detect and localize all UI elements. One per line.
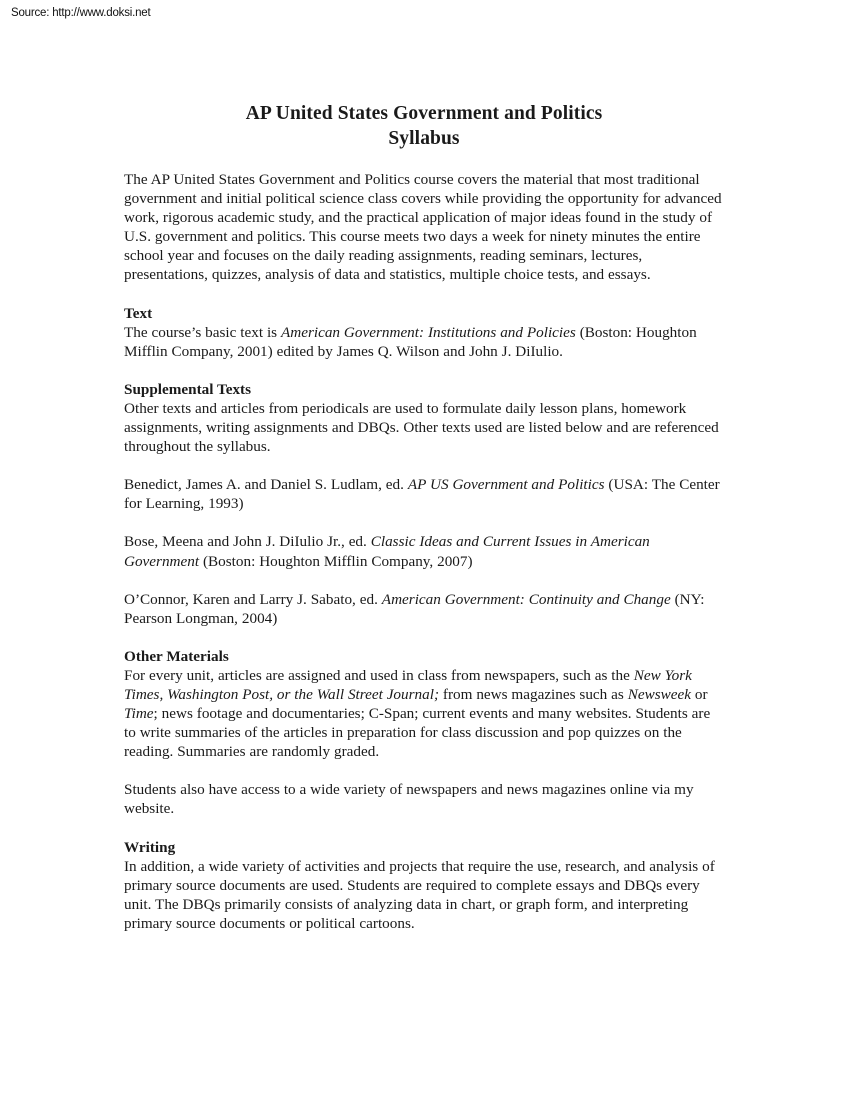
spacer (124, 761, 724, 780)
source-watermark-bar (0, 0, 850, 28)
title-block (124, 101, 724, 151)
section-body-supplemental-texts: Other texts and articles from periodicals are used to formulate daily lesson plans, homework assignments, writing assignments and DBQs. Other texts used are listed below and are referenced throughout the syllabus. (124, 399, 719, 456)
reference-entry (124, 590, 724, 628)
spacer (124, 819, 724, 838)
other-materials-second-paragraph: Students also have access to a wide variety of newspapers and news magazines online via my website. (124, 781, 694, 818)
magazine-title-newsweek: Newsweek (627, 685, 691, 703)
section-body-writing: In addition, a wide variety of activities and projects that require the use, research, and analysis of primary source documents are used. Students are required to complete essays and DBQs every unit. The DBQs primarily consists of analyzing data in chart, or graph form, and interpreting primary source documents or political cartoons. (124, 857, 715, 932)
spacer (124, 571, 724, 590)
intro-paragraph: The AP United States Government and Politics course covers the material that most traditional government and initial political science class covers while providing the opportunity for advanced work, rigorous academic study, and the practical application of major ideas found in the study of U.S. government and politics. This course meets two days a week for ninety minutes the entire school year and focuses on the daily reading assignments, reading seminars, lectures, presentations, quizzes, analysis of data and statistics, multiple choice tests, and essays. (124, 171, 722, 284)
other-materials-part-4: ; news footage and documentaries; C-Span; current events and many websites. Students are to write summaries of the articles in preparation for class discussion and pop quizzes on the reading. Summaries are randomly graded. (124, 705, 711, 761)
section-body-other-materials (124, 666, 724, 761)
source-url-label: Source: http://www.doksi.net (11, 7, 151, 19)
page-title (124, 101, 724, 151)
spacer (124, 285, 724, 304)
other-materials-part-1: For every unit, articles are assigned and used in class from newspapers, such as the (124, 666, 634, 684)
text-body-part-1: The course’s basic text is (124, 323, 281, 341)
magazine-title-time: Time (124, 705, 154, 723)
reference-publication: (NY: Pearson Longman, 2004) (124, 590, 705, 627)
document-body (124, 170, 724, 933)
reference-authors: Benedict, James A. and Daniel S. Ludlam, ed. (124, 476, 408, 494)
text-book-title: American Government: Institutions and Policies (280, 323, 576, 341)
other-materials-part-3: or (690, 685, 708, 703)
section-heading-other-materials: Other Materials (124, 647, 229, 665)
spacer (124, 628, 724, 647)
page-title-line-2: Syllabus (388, 128, 460, 149)
reference-publication: (USA: The Center for Learning, 1993) (124, 476, 720, 513)
reference-title: AP US Government and Politics (407, 476, 605, 494)
newspaper-titles: New York Times, Washington Post, or the Wall Street Journal; (124, 666, 692, 703)
spacer (124, 361, 724, 380)
spacer (124, 456, 724, 475)
other-materials-part-2: from news magazines such as (439, 685, 628, 703)
page-title-line-1: AP United States Government and Politics (245, 103, 603, 124)
text-body-part-2: (Boston: Houghton Mifflin Company, 2001) edited by James Q. Wilson and John J. DiIulio. (124, 323, 697, 360)
reference-entry (124, 532, 724, 570)
reference-authors: O’Connor, Karen and Larry J. Sabato, ed. (124, 590, 382, 608)
reference-title: Classic Ideas and Current Issues in American Government (124, 533, 650, 570)
reference-publication: (Boston: Houghton Mifflin Company, 2007) (199, 552, 473, 570)
section-heading-writing: Writing (124, 838, 176, 856)
reference-entry (124, 475, 724, 513)
spacer (124, 513, 724, 532)
reference-authors: Bose, Meena and John J. DiIulio Jr., ed. (124, 533, 371, 551)
section-heading-text: Text (124, 304, 153, 322)
reference-title: American Government: Continuity and Change (381, 590, 671, 608)
section-heading-supplemental-texts: Supplemental Texts (124, 380, 252, 398)
section-body-text (124, 323, 724, 361)
